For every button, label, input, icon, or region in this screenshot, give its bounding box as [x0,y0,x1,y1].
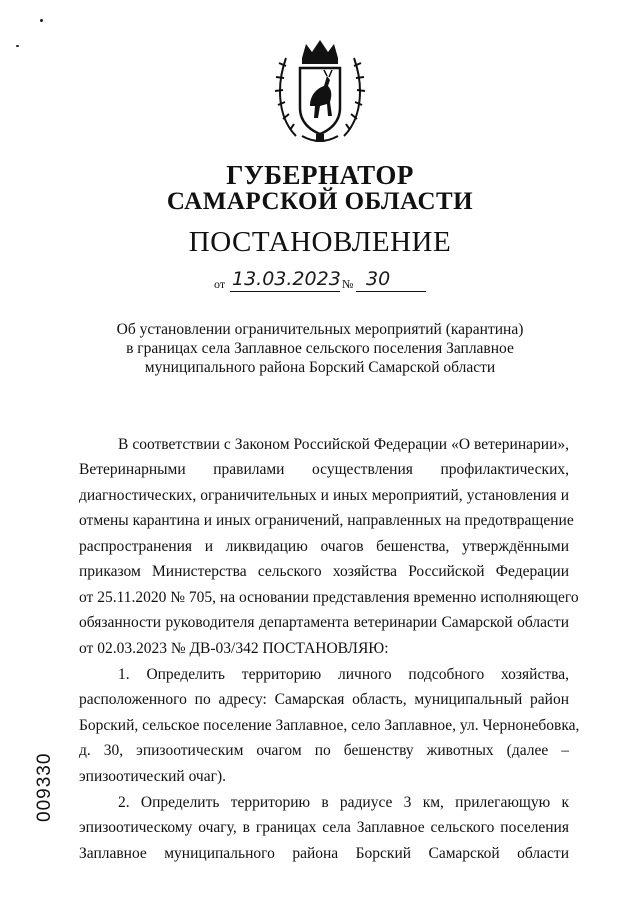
body-line: от 25.11.2020 № 705, на основании представления временно исполняющего [79,589,579,606]
date-prefix: от [214,277,226,291]
body-line: Борский, сельское поселение Заплавное, село Заплавное, ул. Чернонебовка, [79,717,580,734]
body-line: д. 30, эпизоотическим очагом по бешенству животных (далее – [79,742,569,759]
scan-speck [16,45,19,47]
number-value: 30 [366,268,391,290]
authority-title-line1: ГУБЕРНАТОР [226,160,414,190]
body-line: отмены карантина и иных ограничений, направленных на предотвращение [79,512,574,529]
date-number-line [214,268,434,294]
subject-line: муниципального района Борский Самарской области [144,359,496,376]
body-line: 1. Определить территорию личного подсобного хозяйства, [118,666,569,683]
body-line: от 02.03.2023 № ДВ-03/342 ПОСТАНОВЛЯЮ: [79,640,389,657]
body-line: эпизоотическому очагу, в границах села Заплавное сельского поселения [79,819,569,836]
body-line: В соответствии с Законом Российской Федерации «О ветеринарии», [118,436,569,453]
subject-line: в границах села Заплавное сельского поселения Заплавное [126,340,514,357]
number-prefix: № [342,277,354,291]
authority-title-line2: САМАРСКОЙ ОБЛАСТИ [166,188,474,215]
body-line: приказом Министерства сельского хозяйства Российской Федерации [79,563,569,580]
subject-line: Об установлении ограничительных мероприятий (карантина) [116,321,524,338]
body-line: обязанности руководителя департамента ветеринарии Самарской области [79,614,569,631]
document-type-title: ПОСТАНОВЛЕНИЕ [188,226,452,258]
body-line: диагностических, ограничительных и иных мероприятий, установления и [79,487,569,504]
number-underline [356,291,426,292]
side-registration-number: 009330 [34,752,55,822]
date-value: 13.03.2023 [232,268,341,290]
samara-coat-of-arms-icon [272,36,368,148]
body-line: 2. Определить территорию в радиусе 3 км, прилегающую к [118,794,569,811]
date-underline [230,291,340,292]
body-line: Заплавное муниципального района Борский Самарской области [79,845,569,862]
scan-speck [40,19,43,22]
body-line: Ветеринарными правилами осуществления профилактических, [79,461,569,478]
document-subject [80,320,560,377]
body-line: распространения и ликвидацию очагов бешенства, утверждёнными [79,538,569,555]
body-line: расположенного по адресу: Самарская область, муниципальный район [79,691,569,708]
body-line: эпизоотический очаг). [79,768,226,785]
